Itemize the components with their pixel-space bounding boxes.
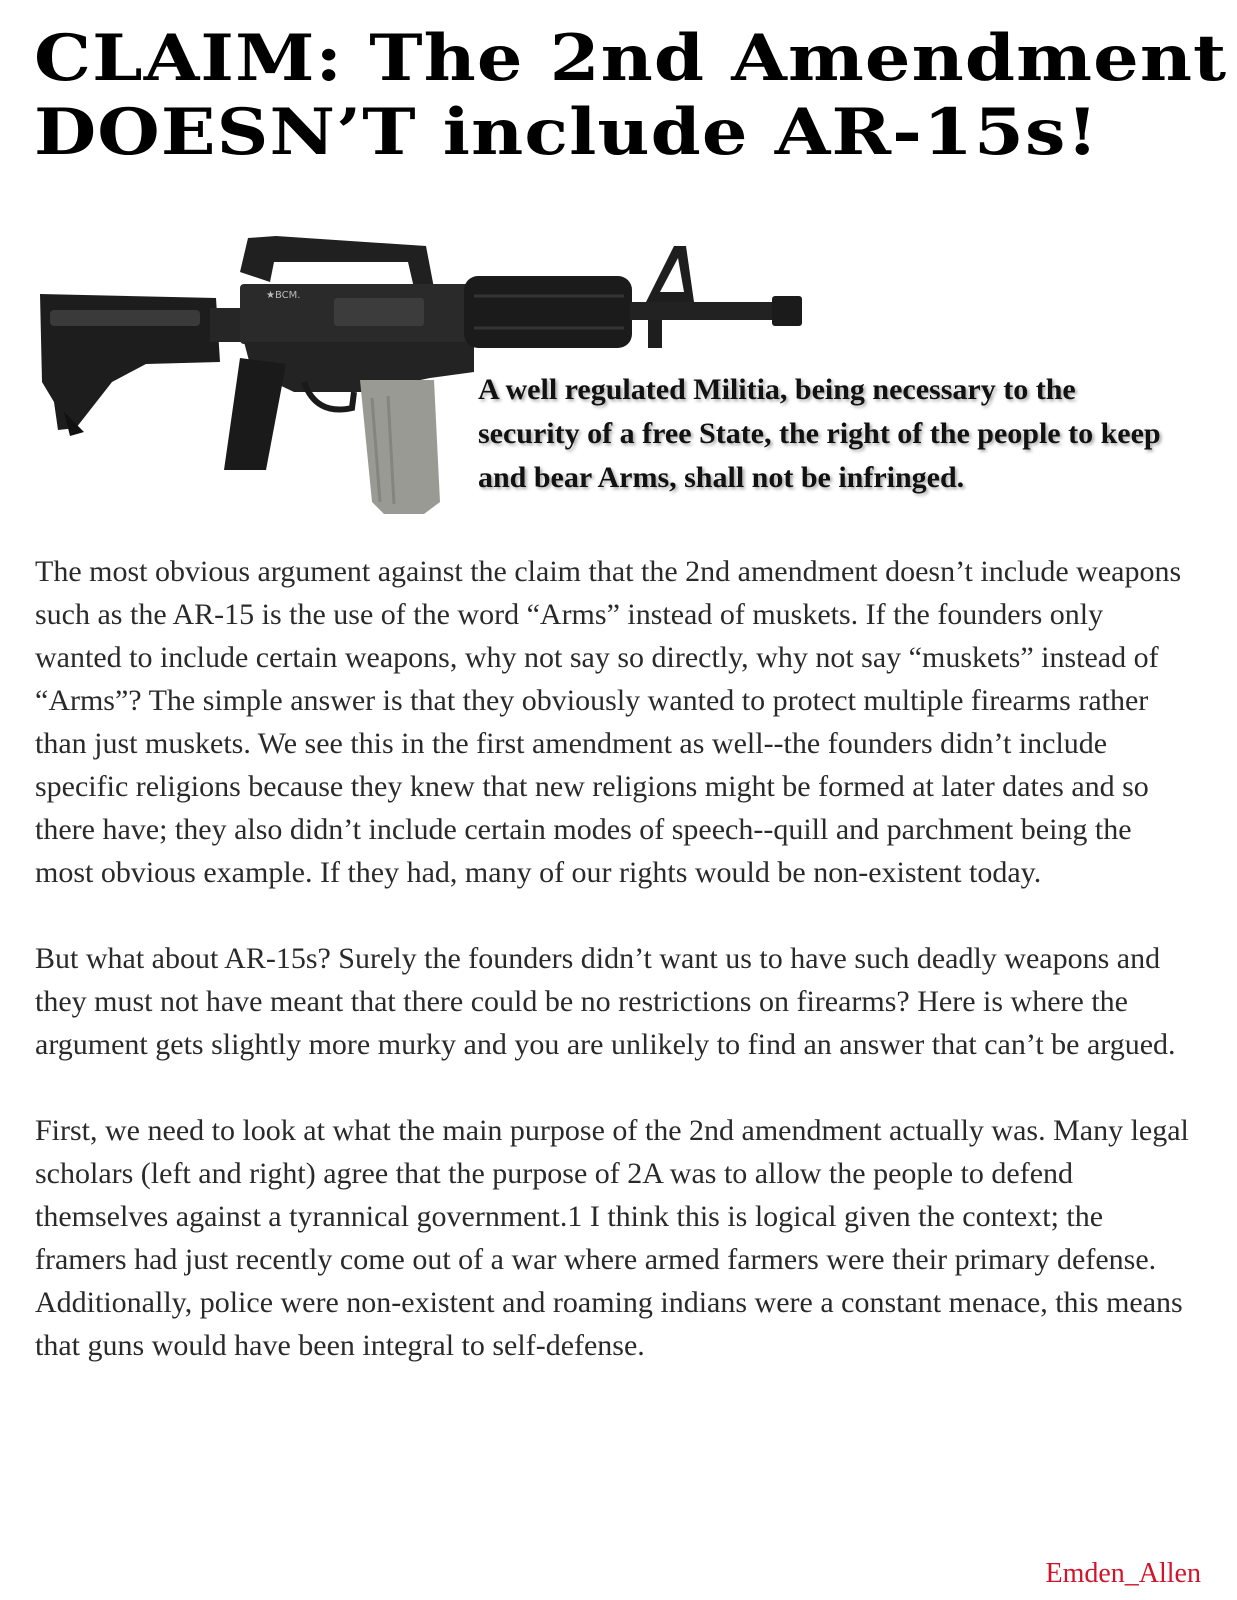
- rifle-ejection-port: [334, 298, 424, 326]
- rifle-flash-hider: [772, 296, 802, 326]
- rifle-carry-handle: [240, 236, 434, 288]
- rifle-handguard: [464, 276, 632, 348]
- rifle-stock-slot: [50, 310, 200, 326]
- paragraph-1: The most obvious argument against the claim that the 2nd amendment doesn’t include weapons such as the AR-15 is the use of the word “Arms” instead of muskets. If the founders only wanted to include certain weapons, why not say so directly, why not say “muskets” instead of “Arms”? The simple answer is that they obviously wanted to protect multiple firearms rather than just muskets. We see this in the first amendment as well--the founders didn’t include specific religions because they knew that new religions might be formed at later dates and so there have; they also didn’t include certain modes of speech--quill and parchment being the most obvious example. If they had, many of our rights would be non-existent today.: [35, 555, 1182, 889]
- page-title: CLAIM: The 2nd Amendment DOESN’T include AR-15s!: [34, 21, 1228, 170]
- paragraph-2: But what about AR-15s? Surely the founders didn’t want us to have such deadly weapons and they must not have meant that there could be no restrictions on firearms? Here is where the argument gets slightly more murky and you are unlikely to find an answer that can’t be argued.: [35, 942, 1176, 1061]
- article-body: [35, 550, 1195, 1410]
- amendment-quote: A well regulated Militia, being necessary to the security of a free State, the right of the people to keep and bear Arms, shall not be infringed.: [478, 373, 1161, 494]
- paragraph-3: First, we need to look at what the main purpose of the 2nd amendment actually was. Many legal scholars (left and right) agree that the purpose of 2A was to allow the people to defend themselves against a tyrannical government.1 I think this is logical given the context; the framers had just recently come out of a war where armed farmers were their primary defense. Additionally, police were non-existent and roaming indians were a constant menace, this means that guns would have been integral to self-defense.: [35, 1114, 1189, 1362]
- rifle-sling-swivel: [648, 320, 662, 348]
- rifle-barrel: [630, 302, 772, 320]
- rifle-pistol-grip: [224, 358, 286, 470]
- rifle-marking: ★BCM.: [266, 290, 301, 301]
- author-signature: Emden_Allen: [1045, 1558, 1201, 1589]
